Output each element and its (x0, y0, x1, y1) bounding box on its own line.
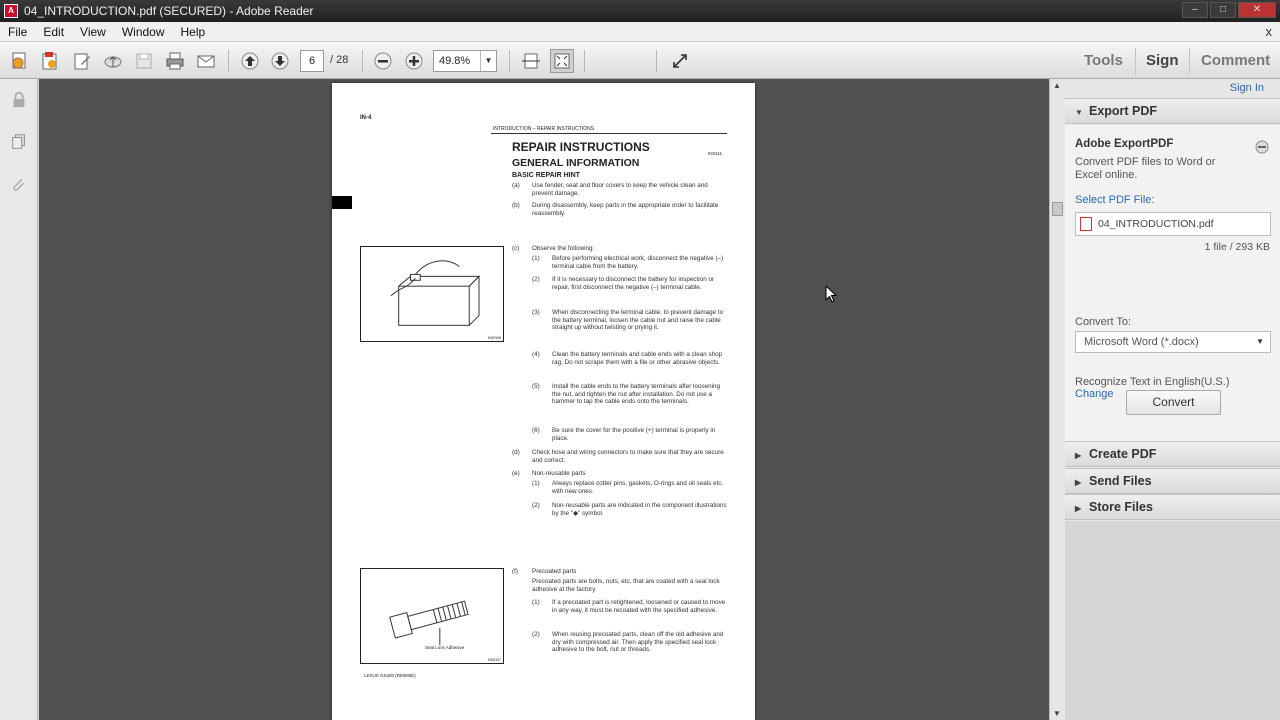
paragraph: (2) Non-reusable parts are indicated in the component illustrations by the "◆" symbol. (532, 502, 727, 517)
scroll-thumb[interactable] (1052, 202, 1063, 216)
page-header-text: INTRODUCTION – REPAIR INSTRUCTIONS (493, 126, 595, 132)
toolbar-separator (656, 50, 657, 72)
export-title: Adobe ExportPDF (1075, 138, 1174, 150)
page-number-label: IN-4 (360, 115, 372, 121)
vertical-scrollbar[interactable] (1049, 79, 1065, 720)
selected-file-field[interactable]: 04_INTRODUCTION.pdf (1075, 212, 1271, 236)
select-file-link[interactable]: Select PDF File: (1075, 194, 1155, 206)
paragraph: (c) Observe the following: (512, 245, 595, 252)
previous-page-icon[interactable] (238, 49, 262, 73)
menu-edit[interactable]: Edit (43, 24, 65, 39)
pages-thumbnail-icon[interactable] (8, 131, 30, 153)
convert-format-select[interactable]: Microsoft Word (*.docx) ▼ (1075, 331, 1271, 353)
paragraph: (1) Before performing electrical work, disconnect the negative (–) terminal cable from the battery. (532, 255, 724, 270)
figure-label: Seal Lock Adhesive (425, 645, 465, 650)
next-page-icon[interactable] (268, 49, 292, 73)
bolt-illustration (360, 568, 504, 664)
toolbar (0, 42, 1280, 79)
document-subtitle: GENERAL INFORMATION (512, 157, 640, 169)
paragraph: (3) When disconnecting the terminal cable, to prevent damage to the battery terminal, loosen the cable nut and raise the cable straight up without twisting or prying it. (532, 309, 724, 332)
paragraph: (f) Precoated parts (512, 568, 577, 575)
figure-code: IN0007 (488, 657, 501, 662)
section-code: IN0111 (708, 151, 722, 156)
pdf-file-icon (1080, 217, 1092, 231)
collapsed-triangle-icon: ▶ (1075, 451, 1082, 460)
export-description: Convert PDF files to Word or Excel online. (1075, 156, 1216, 181)
title-bar (0, 0, 1280, 22)
menu-view[interactable]: View (80, 24, 106, 39)
tab-comment[interactable]: Comment (1201, 52, 1271, 69)
paragraph: (6) Be sure the cover for the positive (+) terminal is properly in place. (532, 427, 716, 442)
store-files-header[interactable]: ▶ Store Files (1065, 494, 1280, 520)
menu-bar (0, 22, 1280, 42)
email-icon[interactable] (194, 49, 218, 73)
expanded-triangle-icon: ▼ (1075, 108, 1083, 117)
paragraph: (1) If a precoated part is retightened, loosened or caused to move in any way, it must be recoated with the specified adhesive. (532, 599, 726, 614)
collapsed-triangle-icon: ▶ (1075, 504, 1082, 513)
tools-pane-empty-area (1065, 521, 1280, 720)
send-files-header[interactable]: ▶ Send Files (1065, 468, 1280, 494)
paragraph: (b) During disassembly, keep parts in the appropriate order to facilitate reassembly. (512, 202, 719, 217)
document-title: REPAIR INSTRUCTIONS (512, 140, 650, 154)
lock-icon[interactable] (8, 89, 30, 111)
export-info-icon[interactable] (1254, 139, 1270, 158)
zoom-level-value: 49.8% (439, 55, 471, 67)
close-document-icon[interactable]: x (1265, 24, 1272, 39)
page-number-input[interactable]: 6 (300, 50, 324, 72)
toolbar-separator (509, 50, 510, 72)
paragraph: Precoated parts are bolts, nuts, etc. that are coated with a seal lock adhesive at the factory. (532, 578, 720, 593)
full-screen-icon[interactable] (668, 49, 692, 73)
paragraph: (2) If it is necessary to disconnect the battery for inspection or repair, first disconnect the negative (–) terminal cable. (532, 276, 715, 291)
paragraph: (1) Always replace cotter pins, gaskets, O-rings and oil seals etc. with new ones. (532, 480, 724, 495)
ocr-language-label: Recognize Text in English(U.S.) (1075, 376, 1230, 388)
tab-sign[interactable]: Sign (1146, 52, 1179, 69)
create-pdf-icon[interactable] (8, 49, 32, 73)
create-pdf-header[interactable]: ▶ Create PDF (1065, 441, 1280, 467)
page-count: / 28 (330, 54, 349, 66)
menu-file[interactable]: File (8, 24, 28, 39)
toolbar-separator (362, 50, 363, 72)
tools-pane (1065, 79, 1280, 720)
window-title: 04_INTRODUCTION.pdf (SECURED) - Adobe Reader (24, 4, 314, 18)
minimize-button[interactable]: – (1182, 2, 1208, 18)
paragraph: (4) Clean the battery terminals and cable ends with a clean shop rag. Do not scrape them with a file or other abrasive objects. (532, 351, 723, 366)
scroll-down-icon[interactable]: ▼ (1053, 709, 1061, 718)
document-view[interactable] (39, 79, 1049, 720)
paragraph: (e) Non-reusable parts (512, 470, 586, 477)
export-pdf-header[interactable]: ▼ Export PDF (1065, 98, 1280, 124)
mouse-cursor-icon (825, 285, 837, 303)
header-rule (491, 133, 727, 134)
cloud-upload-icon[interactable] (101, 49, 125, 73)
convert-button[interactable]: Convert (1126, 390, 1221, 415)
save-icon[interactable] (132, 49, 156, 73)
menu-window[interactable]: Window (121, 24, 165, 39)
chevron-down-icon[interactable]: ▼ (480, 51, 496, 71)
open-icon[interactable] (38, 49, 62, 73)
scroll-up-icon[interactable]: ▲ (1053, 81, 1061, 90)
change-language-link[interactable]: Change (1075, 388, 1114, 400)
paragraph: (a) Use fender, seat and floor covers to keep the vehicle clean and prevent damage. (512, 182, 708, 197)
sign-in-link[interactable]: Sign In (1229, 82, 1264, 94)
tab-separator (1189, 48, 1190, 74)
menu-help[interactable]: Help (180, 24, 206, 39)
zoom-out-icon[interactable] (371, 49, 395, 73)
chevron-down-icon: ▼ (1256, 337, 1264, 346)
convert-to-label: Convert To: (1075, 316, 1132, 328)
paragraph: (d) Check hose and wiring connectors to make sure that they are secure and correct. (512, 449, 724, 464)
pdf-app-icon[interactable]: A (4, 4, 18, 18)
attachment-icon[interactable] (8, 174, 30, 196)
navigation-pane (0, 79, 38, 720)
paragraph: (2) When reusing precoated parts, clean off the old adhesive and dry with compressed air. Then apply the specified seal lock adhesive to the bolt, nut or threads. (532, 631, 724, 654)
page-footer: LEXUS GS300 (RM395E) (364, 673, 416, 678)
pdf-page (332, 83, 755, 720)
file-size-info: 1 file / 293 KB (1204, 241, 1270, 253)
page-index-tab (332, 196, 352, 209)
zoom-level-select[interactable] (433, 50, 497, 72)
battery-illustration (360, 246, 504, 342)
close-window-button[interactable]: ✕ (1238, 2, 1276, 18)
figure-code: IN0006 (488, 335, 501, 340)
collapsed-triangle-icon: ▶ (1075, 478, 1082, 487)
toolbar-separator (584, 50, 585, 72)
toolbar-separator (228, 50, 229, 72)
edit-icon[interactable] (70, 49, 94, 73)
paragraph: (5) Install the cable ends to the battery terminals after loosening the nut, and tighten the nut after installation. Do not use a hammer to tap the cable ends onto the terminals. (532, 383, 721, 406)
fit-page-icon[interactable] (550, 49, 574, 73)
window-controls (1182, 2, 1276, 18)
print-icon[interactable] (163, 49, 187, 73)
zoom-in-icon[interactable] (402, 49, 426, 73)
fit-width-icon[interactable] (519, 49, 543, 73)
tab-tools[interactable]: Tools (1084, 52, 1123, 69)
tab-separator (1135, 48, 1136, 74)
maximize-button[interactable]: □ (1210, 2, 1236, 18)
section-heading: BASIC REPAIR HINT (512, 172, 580, 179)
